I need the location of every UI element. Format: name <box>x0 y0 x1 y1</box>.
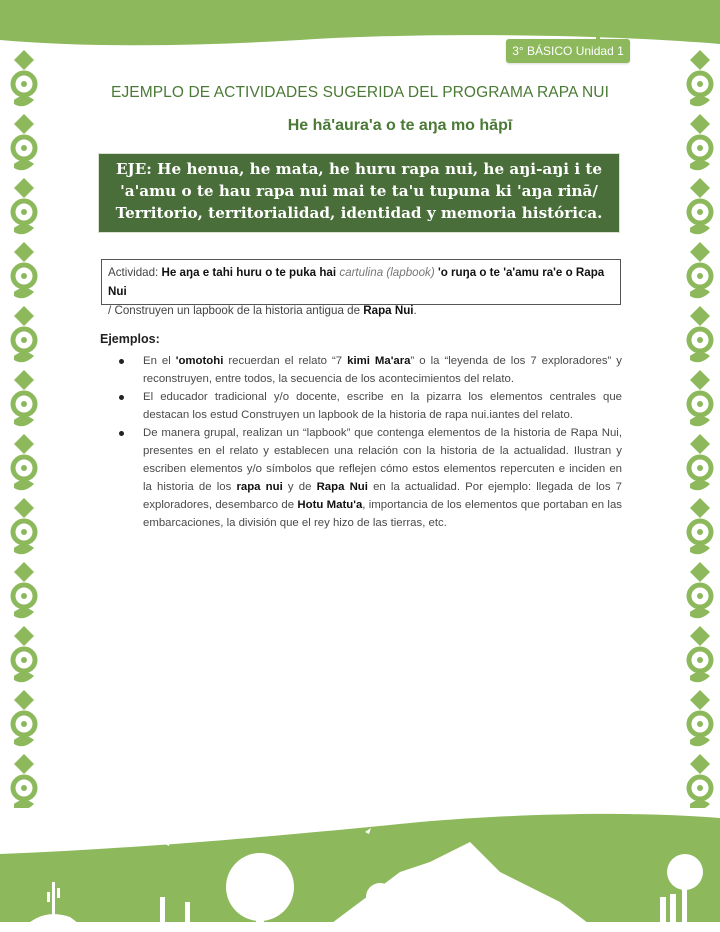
example-text: El educador tradicional y/o docente, escribe en la pizarra los elementos centrales que destacan los estud Construyen un lapbook de la historia de rapa nui.iantes del relato. <box>143 391 622 421</box>
left-ornament-border <box>8 48 40 808</box>
example-item <box>100 388 622 424</box>
activity-period: . <box>413 304 417 317</box>
eje-banner: EJE: He henua, he mata, he huru rapa nui, he aŋi-aŋi i te 'a'amu o te hau rapa nui mai te ta'u tupuna ki 'aŋa rinā/ Territorio, territorialidad, identidad y memoria histórica. <box>99 154 619 232</box>
example-bold-term: Rapa Nui <box>316 481 368 493</box>
bullet-icon <box>119 395 124 400</box>
activity-spanish-text: / Construyen un lapbook de la historia antigua de <box>108 304 361 317</box>
activity-rapa-nui-text-2: 'o ruŋa o te 'a'amu ra'e o Rapa Nui <box>108 266 605 298</box>
right-ornament-border <box>684 48 716 808</box>
example-text: , importancia de los elementos que portaban en las embarcaciones, la división que el rey hizo de las tierras, etc. <box>143 499 622 529</box>
examples-list <box>100 352 622 532</box>
example-text: en la actualidad. Por ejemplo: llegada de los 7 exploradores, desembarco de <box>143 481 623 511</box>
example-text: recuerdan el relato “7 <box>228 355 343 367</box>
example-text: ” o la “leyenda de los 7 exploradores” y reconstruyen, entre todos, la secuencia de los acontecimientos del relato. <box>143 355 622 385</box>
example-text: De manera grupal, realizan un “lapbook” que contenga elementos de la historia de Rapa Nui, presentes en el relato y establecen una relación con la historia de la actualidad. Ilustran y escriben elementos y/o símbolos que reflejen cómo estos elementos repercuten e inciden en la historia de los <box>143 427 622 493</box>
activity-label: Actividad: <box>108 266 159 279</box>
example-text: y de <box>287 481 312 493</box>
example-bold-term: Hotu Matu'a <box>297 499 363 511</box>
bullet-icon <box>119 359 124 364</box>
document-subtitle: He hā'aura'a o te aŋa mo hāpī <box>287 117 513 134</box>
example-bold-term: kimi Ma'ara <box>347 355 411 367</box>
activity-rapa-nui-text-1: He aŋa e tahi huru o te puka hai <box>161 266 337 279</box>
document-title: EJEMPLO DE ACTIVIDADES SUGERIDA DEL PROGRAMA RAPA NUI <box>111 84 609 101</box>
activity-italic-text: cartulina (lapbook) <box>339 266 435 279</box>
example-item <box>100 424 622 532</box>
example-bold-term: 'omotohi <box>175 355 224 367</box>
footer-landscape-decoration <box>0 782 720 932</box>
example-text: En el <box>143 355 171 367</box>
example-bold-term: rapa nui <box>236 481 283 493</box>
activity-spanish-bold: Rapa Nui <box>363 304 414 317</box>
activity-box <box>101 259 621 317</box>
example-item <box>100 352 622 388</box>
bullet-icon <box>119 431 124 436</box>
examples-heading: Ejemplos: <box>100 332 160 346</box>
unit-badge: 3° BÁSICO Unidad 1 <box>506 39 630 63</box>
